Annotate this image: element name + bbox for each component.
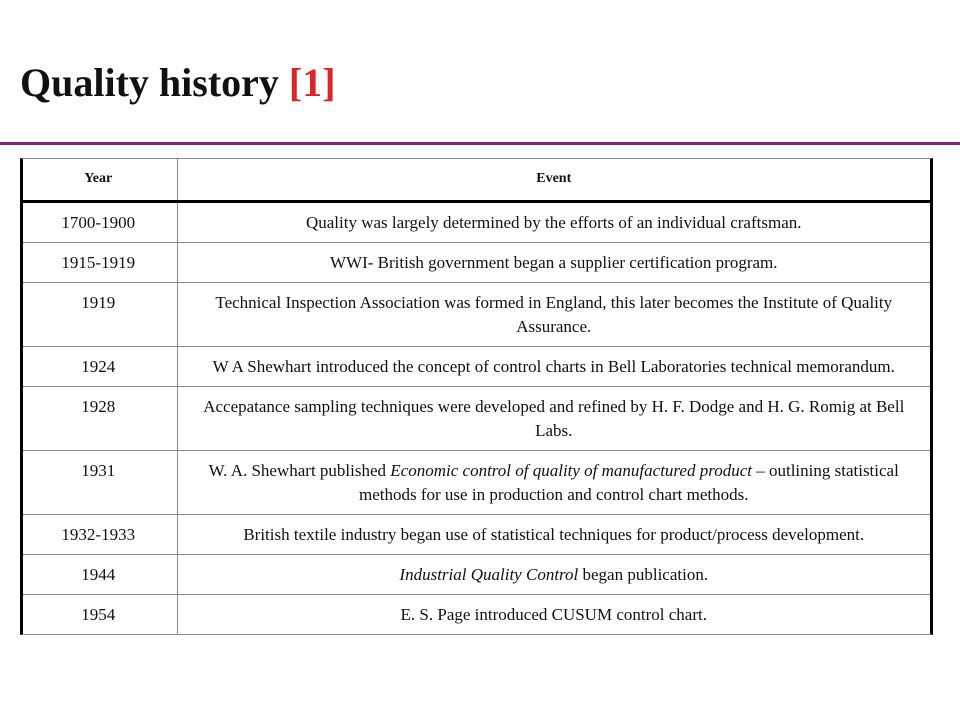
year-cell: 1919 xyxy=(20,283,177,347)
event-cell: W A Shewhart introduced the concept of control charts in Bell Laboratories technical memorandum. xyxy=(177,347,930,387)
table-row xyxy=(20,202,930,243)
event-text: – outlining statistical methods for use in production and control chart methods. xyxy=(359,461,899,504)
event-cell xyxy=(177,451,930,515)
publication-title: Industrial Quality Control xyxy=(399,565,579,584)
title-divider xyxy=(0,142,960,145)
table-row xyxy=(20,283,930,347)
table-row xyxy=(20,347,930,387)
publication-title: Economic control of quality of manufactured product xyxy=(390,461,752,480)
table-row xyxy=(20,555,930,595)
event-text: began publication. xyxy=(578,565,709,584)
table-row xyxy=(20,451,930,515)
table-row xyxy=(20,243,930,283)
event-cell: British textile industry began use of statistical techniques for product/process development. xyxy=(177,515,930,555)
event-cell xyxy=(177,555,930,595)
title-reference: [1] xyxy=(288,60,336,105)
event-cell: Technical Inspection Association was formed in England, this later becomes the Institute of Quality Assurance. xyxy=(177,283,930,347)
event-cell: E. S. Page introduced CUSUM control chart. xyxy=(177,595,930,635)
year-cell: 1928 xyxy=(20,387,177,451)
year-cell: 1700-1900 xyxy=(20,202,177,243)
page-title xyxy=(20,58,336,108)
table-header-row xyxy=(20,158,930,202)
year-cell: 1924 xyxy=(20,347,177,387)
year-cell: 1954 xyxy=(20,595,177,635)
year-cell: 1915-1919 xyxy=(20,243,177,283)
table-row xyxy=(20,515,930,555)
title-text: Quality history xyxy=(20,60,279,105)
year-cell: 1932-1933 xyxy=(20,515,177,555)
year-column-header: Year xyxy=(20,158,177,202)
event-text: W. A. Shewhart published xyxy=(208,461,391,480)
quality-history-table xyxy=(20,158,930,635)
table-row xyxy=(20,595,930,635)
event-column-header: Event xyxy=(177,158,930,202)
event-cell: WWI- British government began a supplier certification program. xyxy=(177,243,930,283)
event-cell: Quality was largely determined by the efforts of an individual craftsman. xyxy=(177,202,930,243)
year-cell: 1931 xyxy=(20,451,177,515)
event-cell: Accepatance sampling techniques were developed and refined by H. F. Dodge and H. G. Romig at Bell Labs. xyxy=(177,387,930,451)
year-cell: 1944 xyxy=(20,555,177,595)
table-row xyxy=(20,387,930,451)
